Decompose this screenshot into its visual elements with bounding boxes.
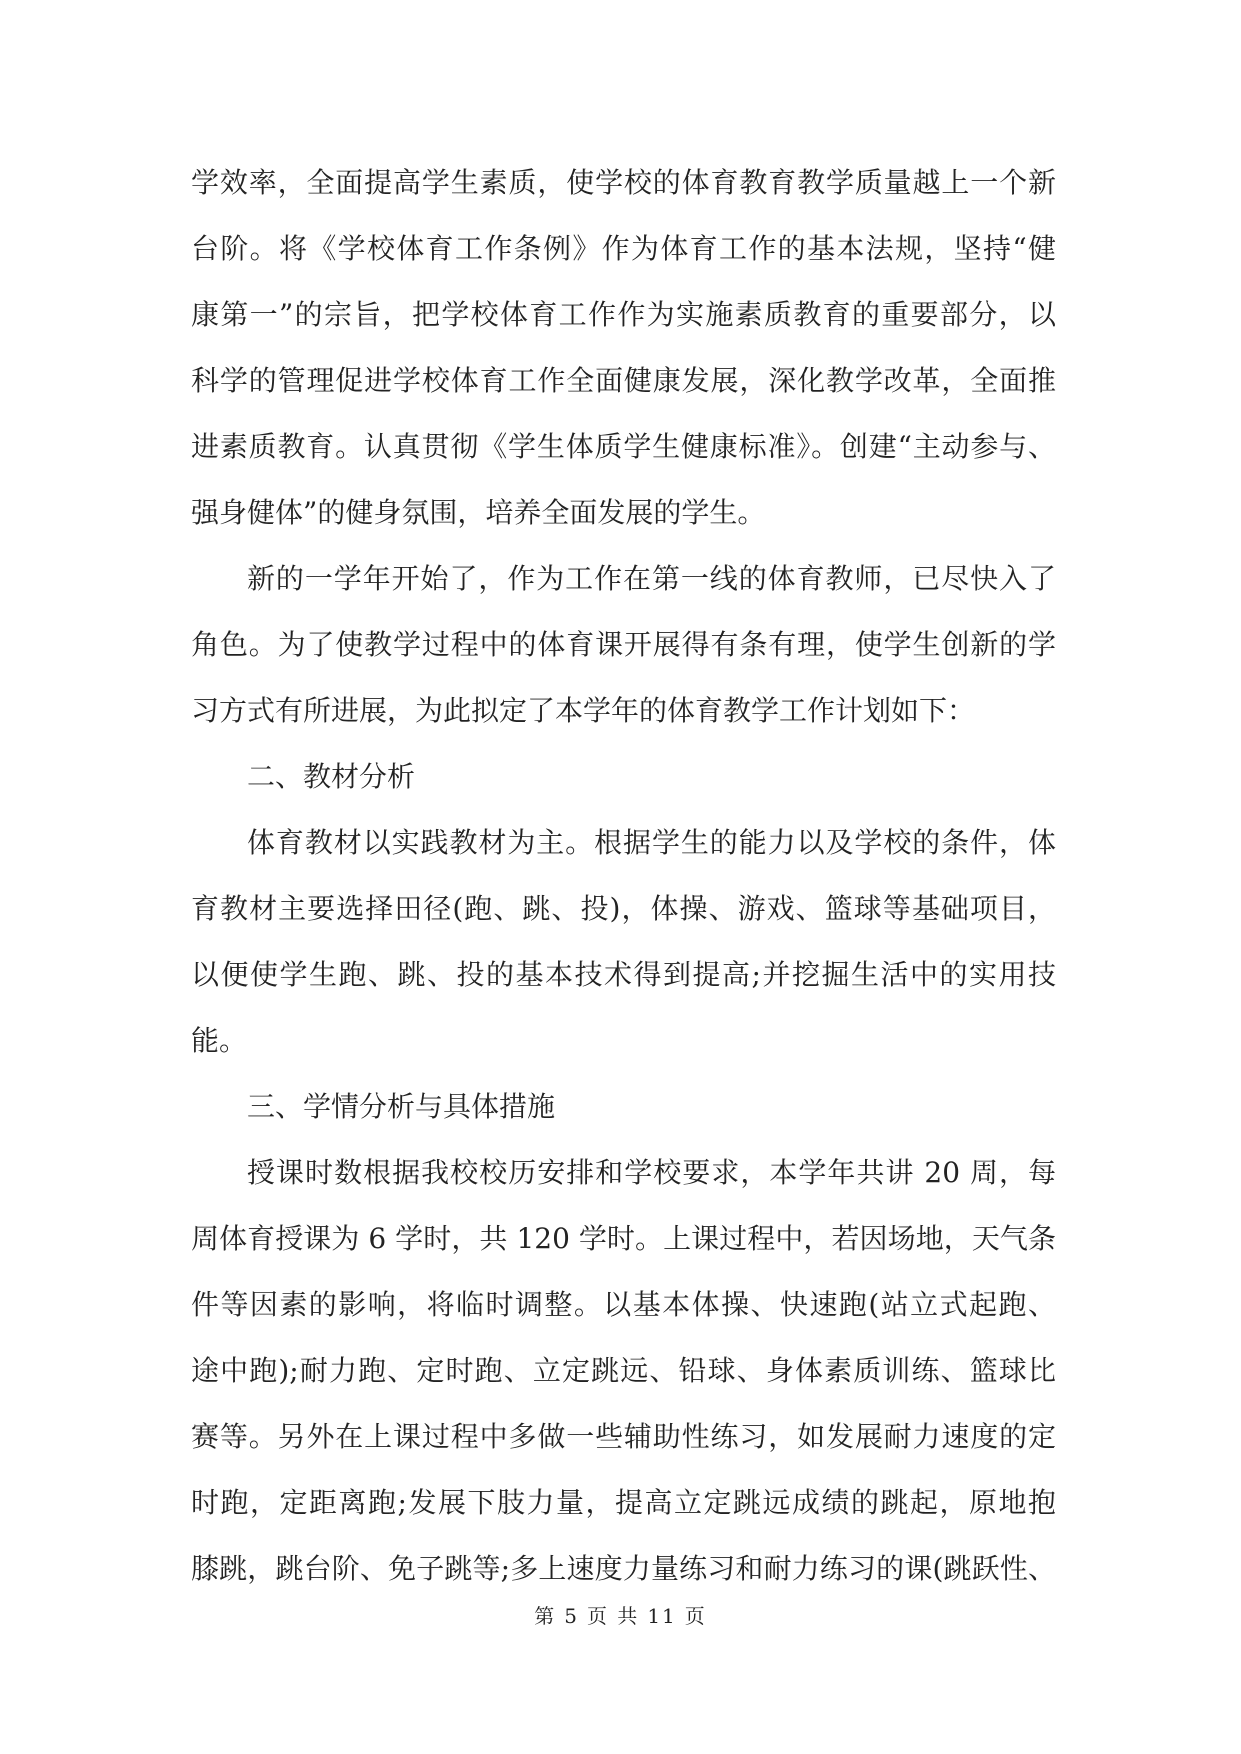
body-text: [191, 150, 1056, 1602]
footer-total-pages: 11: [647, 1604, 677, 1628]
text-line: 体育教材以实践教材为主。根据学生的能力以及学校的条件，体: [247, 826, 1056, 859]
text-line: 膝跳，跳台阶、免子跳等;多上速度力量练习和耐力练习的课(跳跃性、: [191, 1552, 1056, 1585]
text-line: 三、学情分析与具体措施: [247, 1090, 556, 1123]
text-line: 新的一学年开始了，作为工作在第一线的体育教师，已尽快入了: [247, 562, 1056, 595]
text-line: 周体育授课为 6 学时，共 120 学时。上课过程中，若因场地，天气条: [191, 1222, 1056, 1255]
text-line: 授课时数根据我校校历安排和学校要求，本学年共讲 20 周，每: [247, 1156, 1056, 1189]
text-line: 能。: [191, 1024, 248, 1057]
text-line: 二、教材分析: [247, 760, 416, 793]
text-line: 育教材主要选择田径(跑、跳、投)，体操、游戏、篮球等基础项目，: [191, 892, 1056, 925]
text-line: 进素质教育。认真贯彻《学生体质学生健康标准》。创建“主动参与、: [191, 430, 1056, 463]
text-line: 件等因素的影响，将临时调整。以基本体操、快速跑(站立式起跑、: [191, 1288, 1056, 1321]
text-line: 途中跑);耐力跑、定时跑、立定跳远、铅球、身体素质训练、篮球比: [191, 1354, 1056, 1387]
footer-middle: 页 共: [586, 1604, 640, 1628]
text-line: 赛等。另外在上课过程中多做一些辅助性练习，如发展耐力速度的定: [191, 1420, 1056, 1453]
text-line: 强身健体”的健身氛围，培养全面发展的学生。: [191, 496, 766, 529]
text-line: 康第一”的宗旨，把学校体育工作作为实施素质教育的重要部分，以: [191, 298, 1056, 331]
footer-current-page: 5: [564, 1604, 579, 1628]
footer-prefix: 第: [534, 1604, 557, 1628]
text-line: 角色。为了使教学过程中的体育课开展得有条有理，使学生创新的学: [191, 628, 1056, 661]
footer-suffix: 页: [684, 1604, 707, 1628]
text-line: 时跑，定距离跑;发展下肢力量，提高立定跳远成绩的跳起，原地抱: [191, 1486, 1056, 1519]
text-line: 学效率，全面提高学生素质，使学校的体育教育教学质量越上一个新: [191, 166, 1056, 199]
text-line: 台阶。将《学校体育工作条例》作为体育工作的基本法规，坚持“健: [191, 232, 1056, 265]
text-line: 科学的管理促进学校体育工作全面健康发展，深化教学改革，全面推: [191, 364, 1056, 397]
text-line: 以便使学生跑、跳、投的基本技术得到提高;并挖掘生活中的实用技: [191, 958, 1056, 991]
text-line: 习方式有所进展，为此拟定了本学年的体育教学工作计划如下：: [191, 694, 976, 727]
page-footer: [0, 1600, 1241, 1629]
